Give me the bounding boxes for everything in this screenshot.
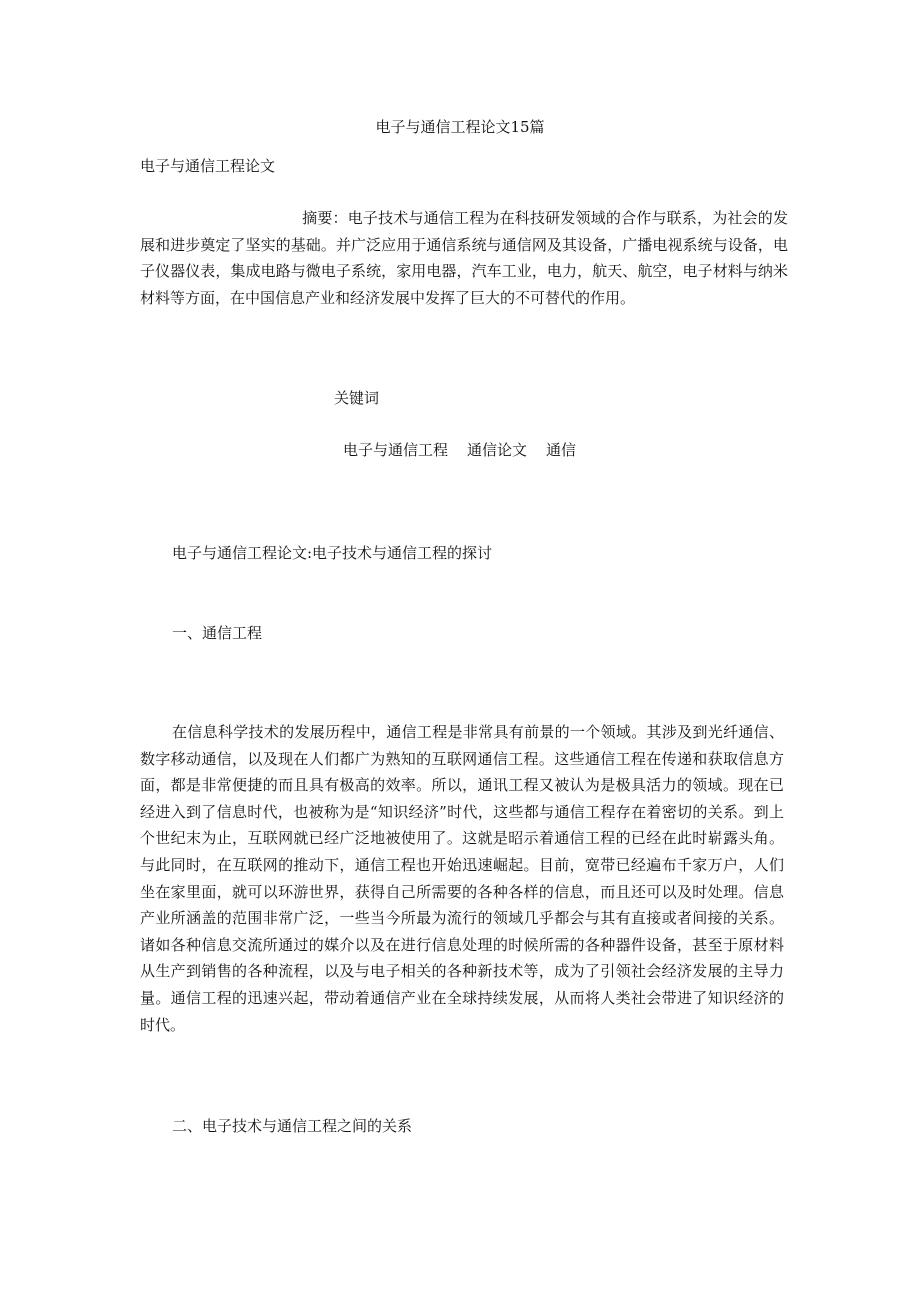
abstract-text: 摘要：电子技术与通信工程为在科技研发领域的合作与联系，为社会的发展和进步奠定了坚实的基础。并广泛应用于通信系统与通信网及其设备，广播电视系统与设备，电子仪器仪表，集成电路与微电子系统，家用电器，汽车工业，电力，航天、航空，电子材料与纳米材料等方面，在中国信息产业和经济发展中发挥了巨大的不可替代的作用。 xyxy=(140,209,788,307)
article-heading: 电子与通信工程论文:电子技术与通信工程的探讨 xyxy=(172,544,493,562)
keywords-label: 关键词 xyxy=(334,389,380,407)
document-subtitle: 电子与通信工程论文 xyxy=(140,157,276,175)
keyword-item: 通信 xyxy=(546,441,577,459)
keyword-item: 电子与通信工程 xyxy=(343,441,449,459)
section-heading-1: 一、通信工程 xyxy=(172,624,263,642)
abstract-paragraph xyxy=(140,205,788,311)
keywords-list xyxy=(343,439,595,460)
document-title: 电子与通信工程论文15篇 xyxy=(375,118,545,136)
section-heading-2: 二、电子技术与通信工程之间的关系 xyxy=(172,1117,413,1135)
keyword-item: 通信论文 xyxy=(467,441,528,459)
section-body-1: 在信息科学技术的发展历程中，通信工程是非常具有前景的一个领域。其涉及到光纤通信、数字移动通信，以及现在人们都广为熟知的互联网通信工程。这些通信工程在传递和获取信息方面，都是非常便捷的而且具有极高的效率。所以，通讯工程又被认为是极具活力的领域。现在已经进入到了信息时代，也被称为是“知识经济”时代，这些都与通信工程存在着密切的关系。到上个世纪末为止，互联网就已经广泛地被使用了。这就是昭示着通信工程的已经在此时崭露头角。与此同时，在互联网的推动下，通信工程也开始迅速崛起。目前，宽带已经遍布千家万户，人们坐在家里面，就可以环游世界，获得自己所需要的各种各样的信息，而且还可以及时处理。信息产业所涵盖的范围非常广泛，一些当今所最为流行的领域几乎都会与其有直接或者间接的关系。诸如各种信息交流所通过的媒介以及在进行信息处理的时候所需的各种器件设备，甚至于原材料从生产到销售的各种流程，以及与电子相关的各种新技术等，成为了引领社会经济发展的主导力量。通信工程的迅速兴起，带动着通信产业在全球持续发展，从而将人类社会带进了知识经济的时代。 xyxy=(140,723,784,1034)
